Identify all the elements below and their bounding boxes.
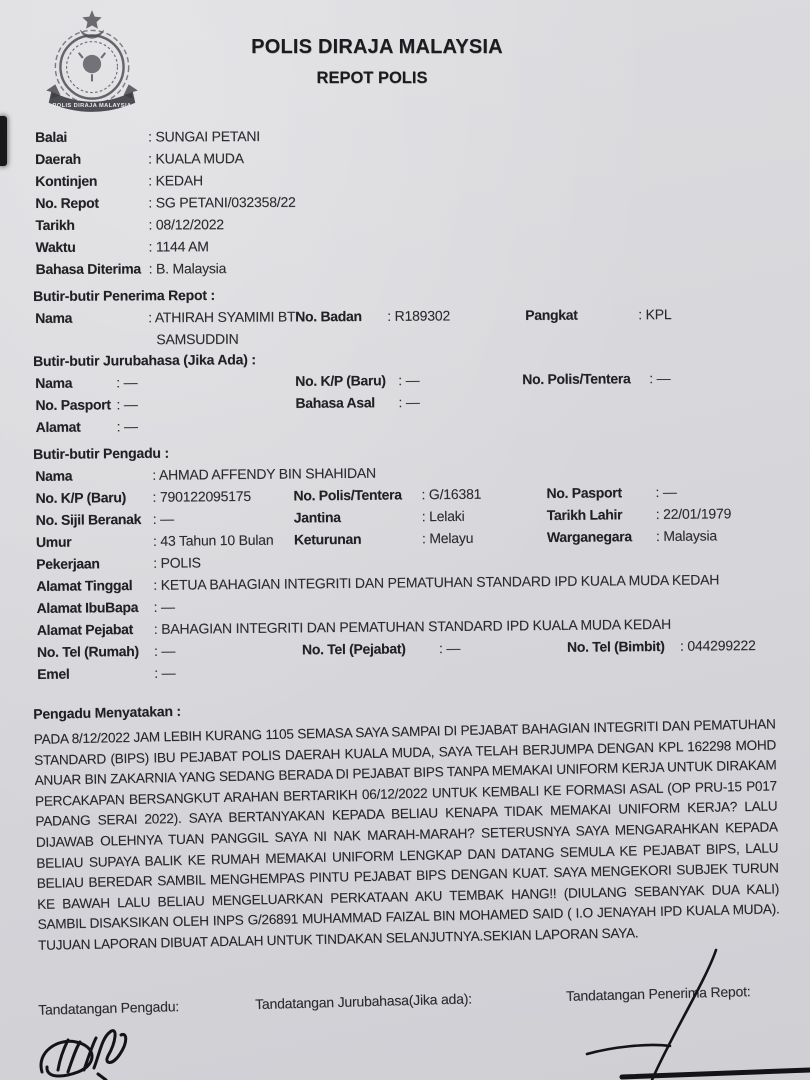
jurubahasa-polis-value: : — [649, 369, 671, 387]
jurubahasa-heading: Butir-butir Jurubahasa (Jika Ada) : [33, 351, 256, 369]
no-repot-label: No. Repot [35, 194, 99, 211]
daerah-value: : KUALA MUDA [148, 150, 244, 167]
signature-jurubahasa-label: Tandatangan Jurubahasa(Jika ada): [254, 990, 473, 1013]
tel-rumah-label: No. Tel (Rumah) [36, 642, 139, 660]
pangkat-label: Pangkat [525, 306, 578, 323]
pengadu-polis-label: No. Polis/Tentera [293, 486, 402, 504]
alamat-tinggal-label: Alamat Tinggal [36, 577, 133, 594]
penerima-nama-label: Nama [35, 309, 73, 326]
tel-bimbit-value: : 044299222 [679, 637, 756, 654]
warganegara-value: : Malaysia [655, 527, 718, 544]
jurubahasa-alamat-label: Alamat [35, 418, 81, 435]
jurubahasa-polis-label: No. Polis/Tentera [522, 370, 631, 388]
pengadu-signature [41, 1031, 126, 1080]
pengadu-nama-label: Nama [35, 467, 73, 484]
jantina-label: Jantina [293, 509, 341, 526]
pengadu-kp-value: : 790122095175 [152, 487, 252, 505]
warganegara-label: Warganegara [546, 528, 632, 546]
pengadu-heading: Butir-butir Pengadu : [33, 444, 169, 462]
tel-pejabat-value: : — [438, 639, 461, 657]
signature-penerima-label: Tandatangan Penerima Repot: [565, 983, 751, 1004]
bahasa-asal-label: Bahasa Asal [295, 394, 375, 411]
kontinjen-label: Kontinjen [35, 172, 98, 189]
tel-rumah-value: : — [153, 642, 176, 659]
report-info-row [1, 256, 810, 282]
jurubahasa-pasport-label: No. Pasport [35, 396, 111, 413]
no-badan-label: No. Badan [295, 307, 362, 325]
tarikh-lahir-label: Tarikh Lahir [546, 506, 623, 524]
document-header [0, 36, 810, 88]
jurubahasa-pasport-value: : — [116, 396, 138, 413]
jantina-value: : Lelaki [421, 507, 465, 525]
alamat-pejabat-label: Alamat Pejabat [36, 621, 134, 638]
no-badan-value: : R189302 [387, 307, 451, 324]
pekerjaan-value: : POLIS [153, 554, 201, 571]
jurubahasa-nama-label: Nama [35, 374, 73, 391]
jurubahasa-alamat-value: : — [116, 418, 138, 435]
kontinjen-value: : KEDAH [148, 172, 203, 189]
pengadu-section [0, 437, 810, 687]
report-info-section [0, 124, 810, 282]
no-repot-value: : SG PETANI/032358/22 [148, 193, 296, 211]
penerima-repot-section [0, 281, 810, 352]
bahasa-diterima-label: Bahasa Diterima [35, 260, 141, 277]
emel-value: : — [154, 664, 176, 681]
bahasa-diterima-value: : B. Malaysia [148, 260, 227, 277]
alamat-ibubapa-label: Alamat IbuBapa [36, 598, 139, 616]
penerima-nama-value: : ATHIRAH SYAMIMI BT [148, 308, 296, 326]
statement-section [0, 688, 810, 957]
signatures-section [0, 982, 810, 1018]
pangkat-value: : KPL [638, 306, 672, 323]
document-title: POLIS DIRAJA MALAYSIA [251, 36, 503, 58]
tel-pejabat-label: No. Tel (Pejabat) [301, 640, 406, 658]
jurubahasa-nama-value: : — [116, 374, 138, 391]
balai-value: : SUNGAI PETANI [148, 127, 260, 145]
alamat-ibubapa-value: : — [153, 598, 175, 615]
keturunan-value: : Melayu [421, 529, 474, 547]
sijil-beranak-value: : — [152, 510, 174, 527]
jurubahasa-kp-value: : — [398, 371, 420, 389]
pengadu-kp-label: No. K/P (Baru) [35, 489, 127, 506]
waktu-value: : 1144 AM [148, 238, 209, 255]
jurubahasa-kp-label: No. K/P (Baru) [295, 372, 386, 389]
document-subtitle: REPOT POLIS [316, 69, 428, 87]
penerima-repot-signature [587, 950, 810, 1080]
bahasa-asal-value: : — [398, 393, 420, 411]
crest-banner-text: POLIS DIRAJA MALAYSIA [52, 102, 132, 109]
pekerjaan-label: Pekerjaan [36, 555, 100, 572]
waktu-label: Waktu [35, 238, 76, 255]
umur-label: Umur [35, 533, 72, 550]
penerima-nama-value-line2: SAMSUDDIN [156, 330, 239, 348]
pengadu-nama-value: : AHMAD AFFENDY BIN SHAHIDAN [152, 464, 377, 483]
penerima-repot-heading: Butir-butir Penerima Repot : [33, 286, 215, 304]
sijil-beranak-label: No. Sijil Beranak [35, 510, 142, 528]
statement-heading: Pengadu Menyatakan : [33, 702, 182, 722]
pengadu-polis-value: : G/16381 [421, 485, 482, 503]
signature-pengadu-label: Tandatangan Pengadu: [37, 998, 180, 1018]
alamat-pejabat-value: : BAHAGIAN INTEGRITI DAN PEMATUHAN STANDARD IPD KUALA MUDA KEDAH [153, 615, 672, 637]
pengadu-pasport-label: No. Pasport [546, 484, 622, 502]
daerah-label: Daerah [35, 150, 81, 167]
tel-bimbit-label: No. Tel (Bimbit) [566, 637, 665, 655]
emel-label: Emel [37, 665, 70, 682]
alamat-tinggal-value: : KETUA BAHAGIAN INTEGRITI DAN PEMATUHAN STANDARD IPD KUALA MUDA KEDAH [153, 571, 720, 593]
tarikh-label: Tarikh [35, 216, 75, 233]
jurubahasa-section [0, 345, 810, 439]
umur-value: : 43 Tahun 10 Bulan [152, 531, 274, 549]
tarikh-value: : 08/12/2022 [148, 216, 224, 233]
statement-body: PADA 8/12/2022 JAM LEBIH KURANG 1105 SEMASA SAYA SAMPAI DI PEJABAT BAHAGIAN INTEGRITI DAN PEMATUHAN STANDARD (BIPS) IBU PEJABAT POLIS DAERAH KUALA MUDA, SAYA TELAH BERJUMPA DENGAN KPL 162298 MOHD ANUAR BIN ZAKARNIA YANG SEDANG BERADA DI PEJABAT BIPS TANPA MEMAKAI UNIFORM KERJA UNTUK DIRAKAM PERCAKAPAN BERSANGKUT ARAHAN BERTARIKH 06/12/2022 UNTUK KEMBALI KE FORMASI ASAL (OP PRU-15 P017 PADANG SERAI 2022). SAYA BERTANYAKAN KEPADA BELIAU KENAPA TIDAK MEMAKAI UNIFORM KERJA? LALU DIJAWAB OLEHNYA TUAN PANGGIL SAYA NI NAK MARAH-MARAH? SETERUSNYA SAYA MENGARAHKAN KEPADA BELIAU SUPAYA BALIK KE RUMAH MEMAKAI UNIFORM LENGKAP DAN DATANG SEMULA KE PEJABAT BIPS, LALU BELIAU BEREDAR SAMBIL MENGHEMPAS PINTU PEJABAT BIPS DENGAN KUAT. SAYA MENGEKORI SUBJEK TURUN KE BAWAH LALU BELIAU MENGELUARKAN PERKATAAN AKU TEMBAK HANG!! (DIULANG SEBANYAK DUA KALI) SAMBIL DISAKSIKAN OLEH INPS G/26891 MUHAMMAD FAIZAL BIN MOHAMED SAID ( I.O JENAYAH IPD KUALA MUDA). TUJUAN LAPORAN DIBUAT ADALAH UNTUK TINDAKAN SELANJUTNYA.SEKIAN LAPORAN SAYA. [33, 716, 780, 953]
tarikh-lahir-value: : 22/01/1979 [655, 505, 732, 522]
keturunan-label: Keturunan [293, 530, 362, 548]
pengadu-pasport-value: : — [655, 483, 677, 500]
balai-label: Balai [35, 128, 68, 145]
